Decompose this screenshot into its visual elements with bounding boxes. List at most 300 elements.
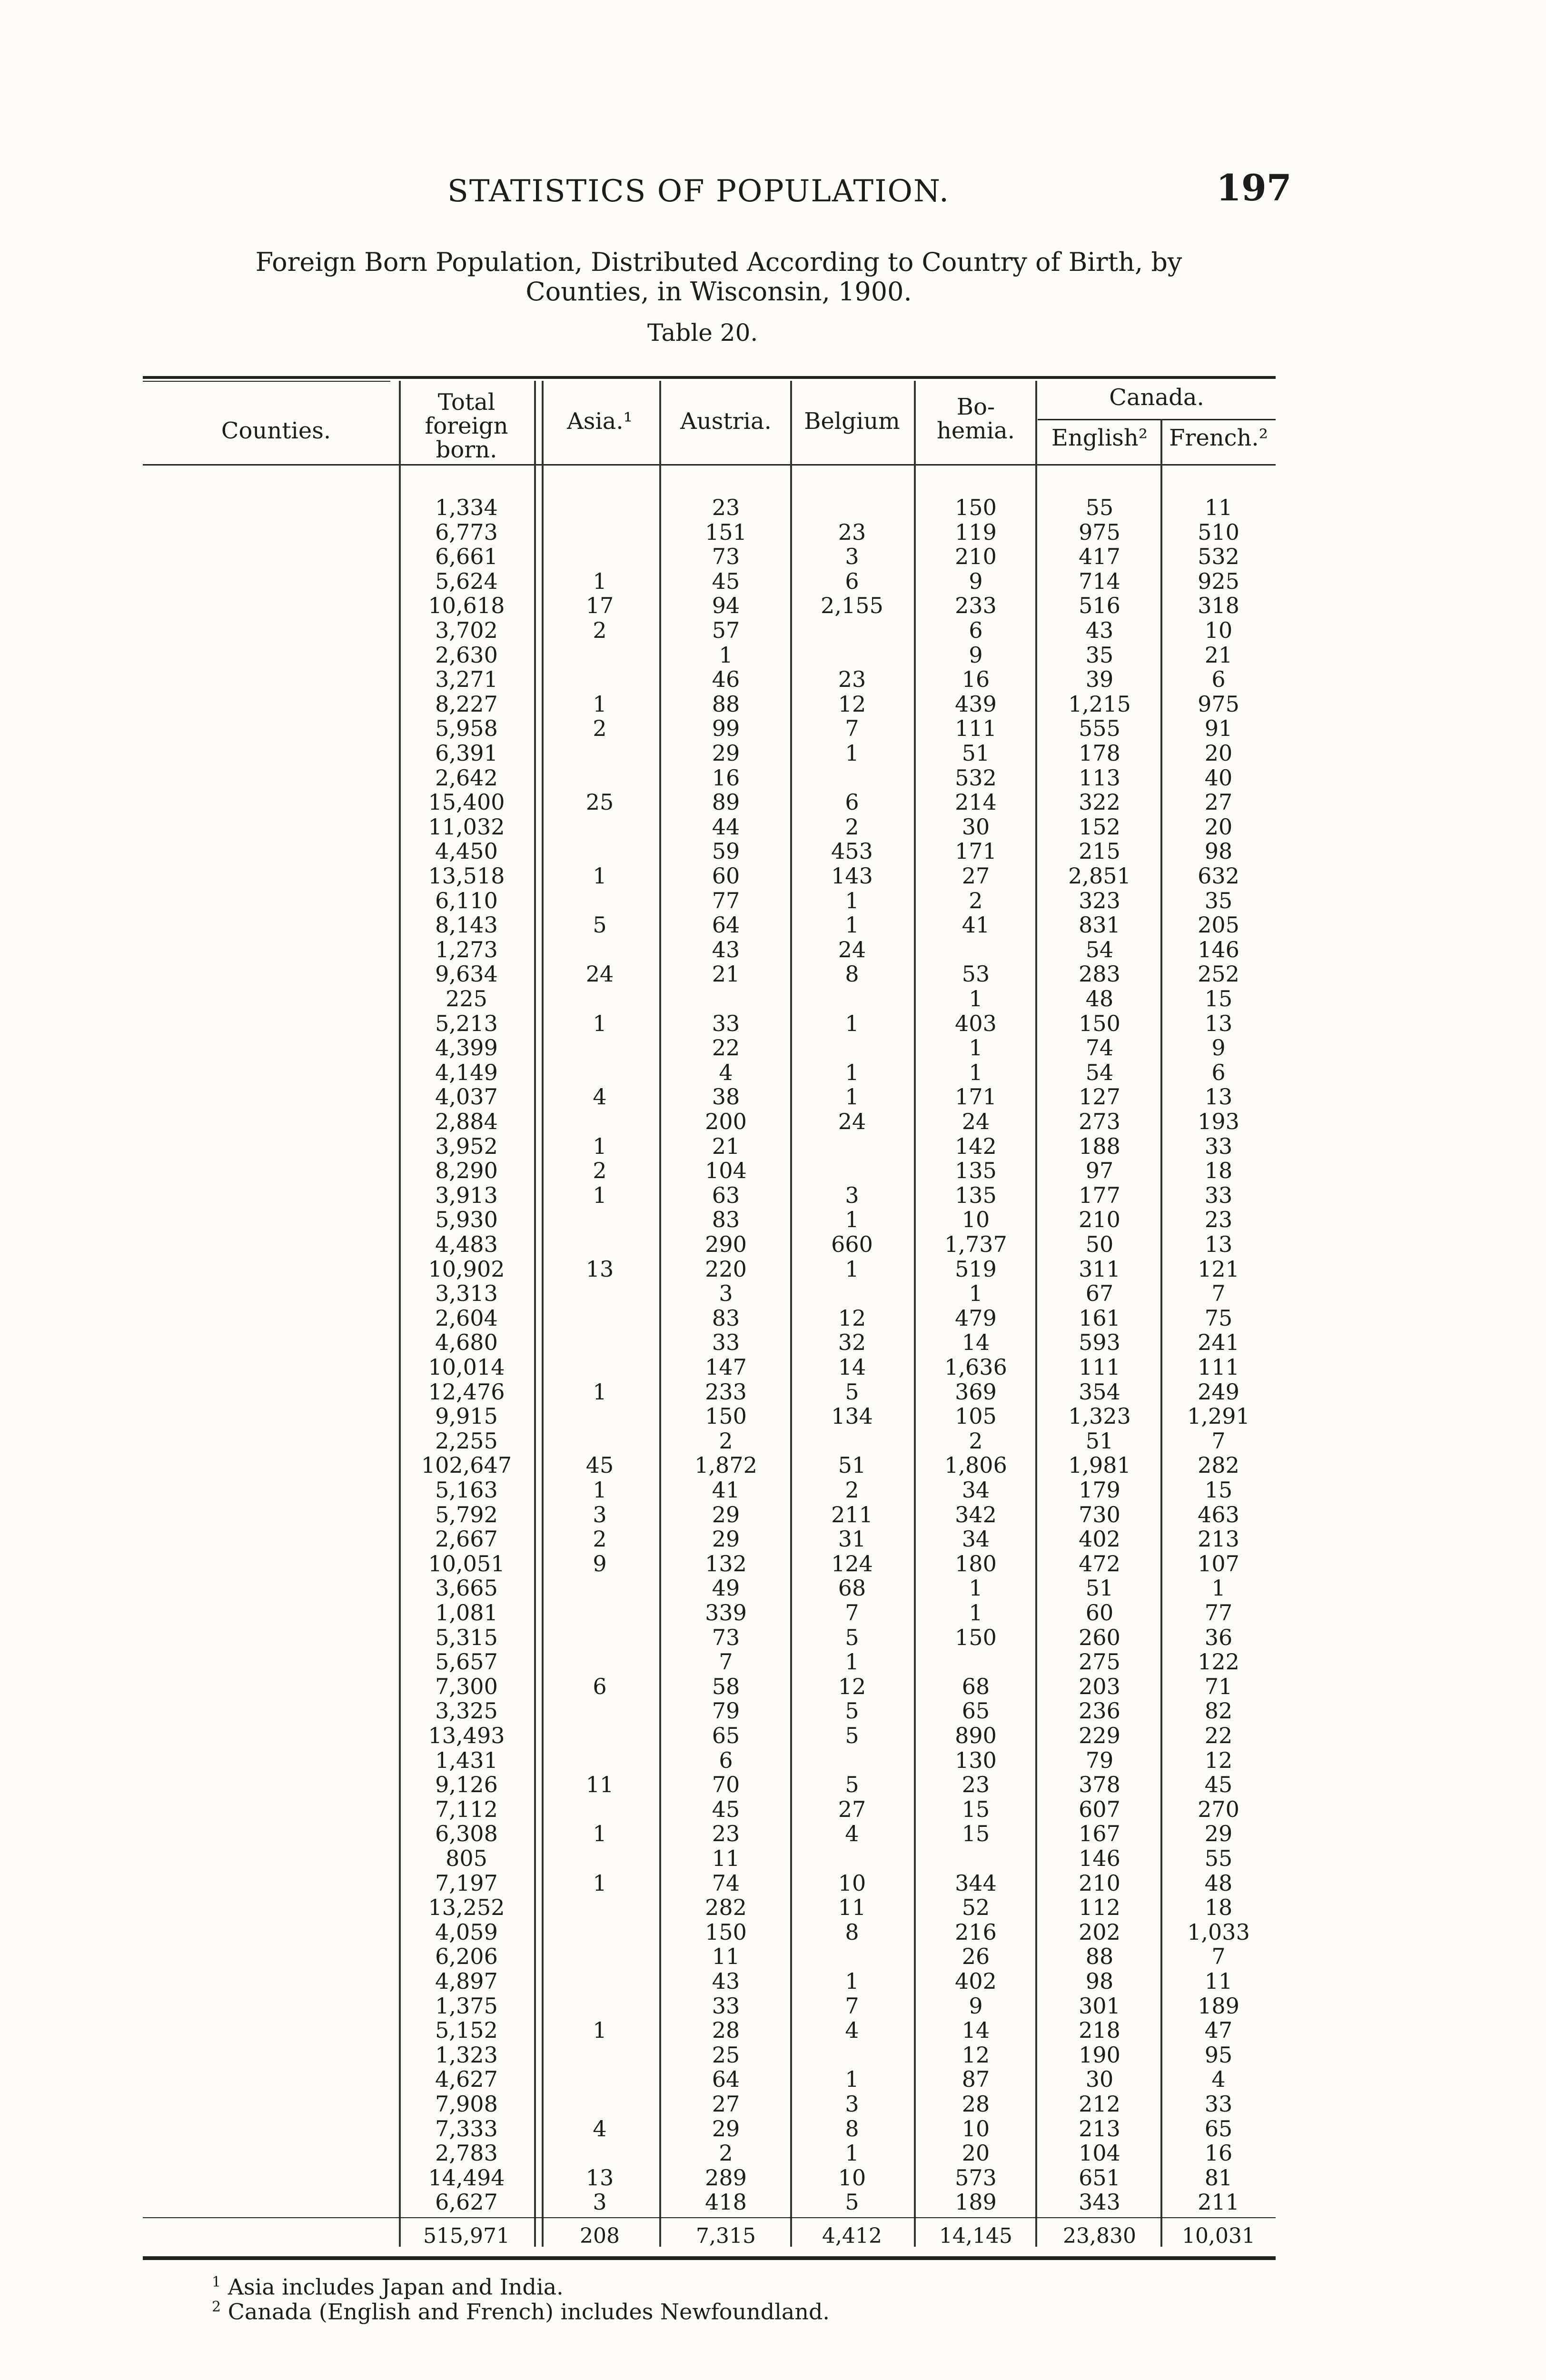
cell-belgium: 2 — [845, 1477, 859, 1503]
cell-austria: 11 — [712, 1944, 740, 1969]
cell-bohemia: 1 — [969, 1575, 983, 1601]
cell-austria: 7 — [719, 1649, 733, 1675]
cell-french: 11 — [1204, 1968, 1233, 1994]
cell-french: 77 — [1204, 1600, 1233, 1626]
table-row — [0, 667, 1546, 692]
cell-belgium: 51 — [838, 1452, 866, 1478]
cell-bohemia: 10 — [961, 1207, 990, 1232]
cell-asia: 17 — [585, 593, 614, 618]
cell-total: 6,661 — [435, 544, 498, 569]
cell-french: 15 — [1204, 1477, 1233, 1503]
cell-total: 10,902 — [428, 1256, 505, 1282]
cell-bohemia: 342 — [955, 1502, 997, 1527]
cell-austria: 2 — [719, 2140, 733, 2166]
table-row — [0, 1306, 1546, 1330]
cell-bohemia: 27 — [961, 863, 990, 889]
cell-belgium: 1 — [845, 1649, 859, 1675]
header-total-line1: Total — [437, 389, 496, 416]
cell-total: 225 — [446, 986, 487, 1012]
cell-bohemia: 24 — [961, 1109, 990, 1134]
table-top-rule-thin — [143, 381, 390, 382]
cell-english: 51 — [1085, 1428, 1114, 1454]
table-row — [0, 1232, 1546, 1257]
cell-total: 7,333 — [435, 2116, 498, 2142]
table-row — [0, 1944, 1546, 1969]
cell-french: 7 — [1211, 1280, 1226, 1306]
cell-austria: 28 — [712, 2017, 740, 2043]
cell-asia: 2 — [593, 1526, 607, 1552]
table-row — [0, 1871, 1546, 1895]
table-row — [0, 863, 1546, 888]
footnote-2-mark: 2 — [212, 2299, 221, 2315]
table-row — [0, 2165, 1546, 2190]
cell-french: 18 — [1204, 1158, 1233, 1183]
cell-belgium: 1 — [845, 2140, 859, 2166]
cell-belgium: 1 — [845, 1256, 859, 1282]
cell-english: 51 — [1085, 1575, 1114, 1601]
cell-bohemia: 23 — [961, 1772, 990, 1797]
cell-total: 5,792 — [435, 1502, 498, 1527]
cell-asia: 25 — [585, 789, 614, 815]
cell-english: 283 — [1079, 961, 1120, 987]
cell-french: 252 — [1198, 961, 1239, 987]
cell-belgium: 10 — [838, 1870, 866, 1896]
cell-asia: 6 — [593, 1674, 607, 1699]
table-row — [0, 1797, 1546, 1822]
cell-bohemia: 150 — [955, 1625, 997, 1650]
cell-asia: 1 — [593, 1821, 607, 1846]
cell-austria: 150 — [705, 1919, 747, 1945]
cell-bohemia: 171 — [955, 1084, 997, 1110]
cell-french: 1,033 — [1187, 1919, 1250, 1945]
total-austria: 7,315 — [696, 2224, 756, 2248]
cell-total: 4,450 — [435, 838, 498, 864]
cell-english: 555 — [1079, 715, 1120, 741]
cell-english: 35 — [1085, 642, 1114, 668]
cell-english: 39 — [1085, 666, 1114, 692]
cell-french: 249 — [1198, 1379, 1239, 1405]
cell-asia: 1 — [593, 1133, 607, 1159]
table-row — [0, 1674, 1546, 1699]
cell-english: 74 — [1085, 1035, 1114, 1061]
cell-english: 179 — [1079, 1477, 1120, 1503]
cell-french: 282 — [1198, 1452, 1239, 1478]
cell-asia: 2 — [593, 1158, 607, 1183]
cell-french: 925 — [1198, 568, 1239, 594]
table-row — [0, 912, 1546, 937]
cell-austria: 94 — [712, 593, 740, 618]
table-row — [0, 1821, 1546, 1846]
cell-total: 3,952 — [435, 1133, 498, 1159]
cell-bohemia: 519 — [955, 1256, 997, 1282]
cell-french: 632 — [1198, 863, 1239, 889]
cell-austria: 282 — [705, 1894, 747, 1920]
cell-french: 22 — [1204, 1723, 1233, 1748]
cell-english: 111 — [1079, 1354, 1120, 1380]
cell-bohemia: 1 — [969, 986, 983, 1012]
cell-english: 161 — [1079, 1305, 1120, 1331]
cell-english: 190 — [1079, 2042, 1120, 2068]
cell-total: 1,375 — [435, 1993, 498, 2019]
cell-austria: 74 — [712, 1870, 740, 1896]
cell-english: 54 — [1085, 1060, 1114, 1085]
cell-total: 8,227 — [435, 691, 498, 717]
cell-bohemia: 16 — [961, 666, 990, 692]
cell-total: 1,431 — [435, 1747, 498, 1773]
cell-belgium: 3 — [845, 2091, 859, 2117]
cell-french: 36 — [1204, 1625, 1233, 1650]
cell-asia: 3 — [593, 2189, 607, 2215]
cell-english: 54 — [1085, 937, 1114, 962]
cell-bohemia: 119 — [955, 519, 997, 545]
cell-french: 121 — [1198, 1256, 1239, 1282]
cell-austria: 104 — [705, 1158, 747, 1183]
cell-belgium: 11 — [838, 1894, 866, 1920]
table-row — [0, 1035, 1546, 1060]
cell-french: 33 — [1204, 1182, 1233, 1208]
cell-english: 30 — [1085, 2066, 1114, 2092]
cell-total: 3,271 — [435, 666, 498, 692]
cell-total: 3,313 — [435, 1280, 498, 1306]
cell-belgium: 5 — [845, 2189, 859, 2215]
cell-austria: 64 — [712, 2066, 740, 2092]
cell-asia: 1 — [593, 1477, 607, 1503]
cell-austria: 29 — [712, 740, 740, 766]
cell-total: 9,915 — [435, 1403, 498, 1429]
cell-english: 167 — [1079, 1821, 1120, 1846]
cell-french: 15 — [1204, 986, 1233, 1012]
table-row — [0, 1576, 1546, 1600]
cell-austria: 21 — [712, 961, 740, 987]
cell-belgium: 5 — [845, 1698, 859, 1724]
cell-total: 7,300 — [435, 1674, 498, 1699]
table-row — [0, 741, 1546, 765]
cell-total: 2,255 — [435, 1428, 498, 1454]
cell-bohemia: 344 — [955, 1870, 997, 1896]
cell-austria: 23 — [712, 495, 740, 520]
cell-asia: 1 — [593, 568, 607, 594]
cell-total: 10,051 — [428, 1551, 505, 1577]
cell-english: 975 — [1079, 519, 1120, 545]
cell-total: 1,334 — [435, 495, 498, 520]
cell-total: 11,032 — [428, 814, 505, 840]
cell-french: 205 — [1198, 912, 1239, 938]
cell-total: 14,494 — [428, 2165, 505, 2191]
cell-austria: 132 — [705, 1551, 747, 1577]
cell-english: 127 — [1079, 1084, 1120, 1110]
table-row — [0, 1060, 1546, 1085]
cell-belgium: 5 — [845, 1625, 859, 1650]
cell-french: 20 — [1204, 814, 1233, 840]
footnote-2-text: Canada (English and French) includes Newfoundland. — [228, 2299, 830, 2325]
cell-total: 4,149 — [435, 1060, 498, 1085]
cell-total: 4,037 — [435, 1084, 498, 1110]
table-row — [0, 839, 1546, 863]
cell-total: 2,783 — [435, 2140, 498, 2166]
cell-asia: 13 — [585, 1256, 614, 1282]
table-row — [0, 2018, 1546, 2043]
cell-bohemia: 14 — [961, 1329, 990, 1355]
cell-bohemia: 1 — [969, 1600, 983, 1626]
cell-english: 188 — [1079, 1133, 1120, 1159]
cell-austria: 27 — [712, 2091, 740, 2117]
table-row — [0, 569, 1546, 594]
cell-total: 4,399 — [435, 1035, 498, 1061]
table-row — [0, 1453, 1546, 1478]
cell-english: 48 — [1085, 986, 1114, 1012]
running-head: STATISTICS OF POPULATION. — [447, 174, 950, 209]
cell-french: 16 — [1204, 2140, 1233, 2166]
table-row — [0, 1723, 1546, 1748]
cell-english: 215 — [1079, 838, 1120, 864]
table-row — [0, 1649, 1546, 1674]
cell-total: 9,126 — [435, 1772, 498, 1797]
cell-french: 95 — [1204, 2042, 1233, 2068]
cell-belgium: 24 — [838, 1109, 866, 1134]
total-total-foreign: 515,971 — [423, 2224, 510, 2248]
table-row — [0, 520, 1546, 545]
cell-french: 45 — [1204, 1772, 1233, 1797]
cell-english: 260 — [1079, 1625, 1120, 1650]
cell-belgium: 5 — [845, 1772, 859, 1797]
cell-bohemia: 6 — [969, 617, 983, 643]
cell-english: 178 — [1079, 740, 1120, 766]
cell-english: 43 — [1085, 617, 1114, 643]
cell-total: 5,213 — [435, 1011, 498, 1036]
cell-total: 4,059 — [435, 1919, 498, 1945]
cell-bohemia: 52 — [961, 1894, 990, 1920]
cell-total: 7,908 — [435, 2091, 498, 2117]
cell-english: 177 — [1079, 1182, 1120, 1208]
cell-belgium: 2,155 — [821, 593, 883, 618]
cell-english: 202 — [1079, 1919, 1120, 1945]
cell-french: 33 — [1204, 1133, 1233, 1159]
cell-total: 6,627 — [435, 2189, 498, 2215]
cell-bohemia: 1 — [969, 1280, 983, 1306]
cell-french: 510 — [1198, 519, 1239, 545]
cell-asia: 11 — [585, 1772, 614, 1797]
cell-austria: 21 — [712, 1133, 740, 1159]
cell-belgium: 23 — [838, 519, 866, 545]
cell-english: 203 — [1079, 1674, 1120, 1699]
cell-bohemia: 12 — [961, 2042, 990, 2068]
cell-asia: 1 — [593, 863, 607, 889]
cell-belgium: 4 — [845, 1821, 859, 1846]
cell-belgium: 14 — [838, 1354, 866, 1380]
cell-total: 4,627 — [435, 2066, 498, 2092]
cell-bohemia: 210 — [955, 544, 997, 569]
cell-austria: 233 — [705, 1379, 747, 1405]
cell-austria: 41 — [712, 1477, 740, 1503]
header-bohemia — [919, 395, 1033, 443]
cell-belgium: 1 — [845, 1060, 859, 1085]
cell-belgium: 1 — [845, 1207, 859, 1232]
header-french: French.² — [1169, 425, 1268, 451]
cell-bohemia: 180 — [955, 1551, 997, 1577]
header-total-line2: foreign — [425, 413, 508, 439]
cell-english: 343 — [1079, 2189, 1120, 2215]
cell-total: 8,143 — [435, 912, 498, 938]
cell-french: 532 — [1198, 544, 1239, 569]
cell-belgium: 24 — [838, 937, 866, 962]
cell-english: 218 — [1079, 2017, 1120, 2043]
table-row — [0, 1109, 1546, 1134]
cell-belgium: 4 — [845, 2017, 859, 2043]
cell-french: 270 — [1198, 1796, 1239, 1822]
cell-austria: 33 — [712, 1011, 740, 1036]
cell-austria: 339 — [705, 1600, 747, 1626]
cell-austria: 3 — [719, 1280, 733, 1306]
cell-asia: 13 — [585, 2165, 614, 2191]
table-row — [0, 1207, 1546, 1232]
cell-french: 18 — [1204, 1894, 1233, 1920]
cell-english: 714 — [1079, 568, 1120, 594]
cell-austria: 45 — [712, 1796, 740, 1822]
cell-belgium: 32 — [838, 1329, 866, 1355]
cell-belgium: 660 — [831, 1231, 873, 1257]
cell-austria: 70 — [712, 1772, 740, 1797]
table-row — [0, 1158, 1546, 1183]
cell-french: 91 — [1204, 715, 1233, 741]
cell-bohemia: 403 — [955, 1011, 997, 1036]
cell-english: 213 — [1079, 2116, 1120, 2142]
cell-austria: 29 — [712, 2116, 740, 2142]
page-number: 197 — [1216, 167, 1292, 209]
cell-austria: 150 — [705, 1403, 747, 1429]
table-row — [0, 2092, 1546, 2116]
cell-french: 1 — [1211, 1575, 1226, 1601]
cell-bohemia: 135 — [955, 1158, 997, 1183]
table-row — [0, 1355, 1546, 1379]
table-row — [0, 593, 1546, 618]
footnote-1 — [212, 2271, 564, 2299]
cell-bohemia: 216 — [955, 1919, 997, 1945]
cell-bohemia: 214 — [955, 789, 997, 815]
cell-belgium: 211 — [831, 1502, 873, 1527]
cell-total: 6,773 — [435, 519, 498, 545]
cell-french: 12 — [1204, 1747, 1233, 1773]
table-row — [0, 1428, 1546, 1453]
cell-french: 318 — [1198, 593, 1239, 618]
cell-total: 5,958 — [435, 715, 498, 741]
cell-austria: 220 — [705, 1256, 747, 1282]
cell-english: 50 — [1085, 1231, 1114, 1257]
cell-asia: 24 — [585, 961, 614, 987]
cell-bohemia: 20 — [961, 2140, 990, 2166]
cell-belgium: 5 — [845, 1379, 859, 1405]
cell-french: 241 — [1198, 1329, 1239, 1355]
cell-asia: 1 — [593, 2017, 607, 2043]
cell-austria: 29 — [712, 1526, 740, 1552]
cell-bohemia: 53 — [961, 961, 990, 987]
cell-total: 10,618 — [428, 593, 505, 618]
cell-austria: 83 — [712, 1305, 740, 1331]
cell-bohemia: 479 — [955, 1305, 997, 1331]
cell-english: 210 — [1079, 1207, 1120, 1232]
cell-bohemia: 68 — [961, 1674, 990, 1699]
cell-belgium: 7 — [845, 1993, 859, 2019]
cell-english: 229 — [1079, 1723, 1120, 1748]
cell-french: 47 — [1204, 2017, 1233, 2043]
cell-austria: 45 — [712, 568, 740, 594]
table-row — [0, 2116, 1546, 2141]
total-french: 10,031 — [1182, 2224, 1255, 2248]
cell-austria: 83 — [712, 1207, 740, 1232]
cell-french: 975 — [1198, 691, 1239, 717]
cell-english: 146 — [1079, 1845, 1120, 1871]
cell-english: 210 — [1079, 1870, 1120, 1896]
cell-english: 417 — [1079, 544, 1120, 569]
cell-austria: 1 — [719, 642, 733, 668]
cell-french: 9 — [1211, 1035, 1226, 1061]
cell-total: 1,081 — [435, 1600, 498, 1626]
cell-french: 11 — [1204, 495, 1233, 520]
cell-belgium: 1 — [845, 912, 859, 938]
cell-english: 607 — [1079, 1796, 1120, 1822]
cell-bohemia: 1 — [969, 1060, 983, 1085]
cell-french: 55 — [1204, 1845, 1233, 1871]
cell-total: 2,630 — [435, 642, 498, 668]
cell-asia: 2 — [593, 617, 607, 643]
cell-austria: 99 — [712, 715, 740, 741]
cell-total: 5,657 — [435, 1649, 498, 1675]
cell-austria: 77 — [712, 888, 740, 913]
table-row — [0, 1379, 1546, 1404]
cell-austria: 49 — [712, 1575, 740, 1601]
cell-belgium: 8 — [845, 1919, 859, 1945]
table-row — [0, 2141, 1546, 2165]
cell-english: 311 — [1079, 1256, 1120, 1282]
table-row — [0, 1281, 1546, 1306]
header-english: English² — [1051, 425, 1148, 451]
table-row — [0, 1846, 1546, 1871]
cell-belgium: 23 — [838, 666, 866, 692]
footnote-2 — [212, 2295, 830, 2323]
table-row — [0, 1551, 1546, 1576]
table-row — [0, 1625, 1546, 1650]
cell-total: 805 — [446, 1845, 487, 1871]
table-row — [0, 814, 1546, 839]
cell-bohemia: 1,636 — [944, 1354, 1007, 1380]
table-row — [0, 1134, 1546, 1159]
cell-english: 98 — [1085, 1968, 1114, 1994]
table-row — [0, 495, 1546, 520]
footnote-1-text: Asia includes Japan and India. — [228, 2274, 564, 2300]
cell-bohemia: 439 — [955, 691, 997, 717]
cell-bohemia: 1,806 — [944, 1452, 1007, 1478]
cell-total: 3,665 — [435, 1575, 498, 1601]
cell-french: 40 — [1204, 765, 1233, 791]
cell-belgium: 8 — [845, 2116, 859, 2142]
table-row — [0, 1257, 1546, 1281]
cell-french: 82 — [1204, 1698, 1233, 1724]
table-row — [0, 790, 1546, 814]
cell-english: 402 — [1079, 1526, 1120, 1552]
cell-french: 463 — [1198, 1502, 1239, 1527]
cell-asia: 1 — [593, 1011, 607, 1036]
cell-austria: 44 — [712, 814, 740, 840]
cell-asia: 4 — [593, 1084, 607, 1110]
table-row — [0, 692, 1546, 716]
cell-total: 102,647 — [421, 1452, 512, 1478]
cell-austria: 4 — [719, 1060, 733, 1085]
cell-english: 354 — [1079, 1379, 1120, 1405]
cell-bohemia: 9 — [969, 642, 983, 668]
cell-total: 5,315 — [435, 1625, 498, 1650]
cell-bohemia: 233 — [955, 593, 997, 618]
header-bottom-rule — [143, 464, 1276, 466]
cell-english: 112 — [1079, 1894, 1120, 1920]
